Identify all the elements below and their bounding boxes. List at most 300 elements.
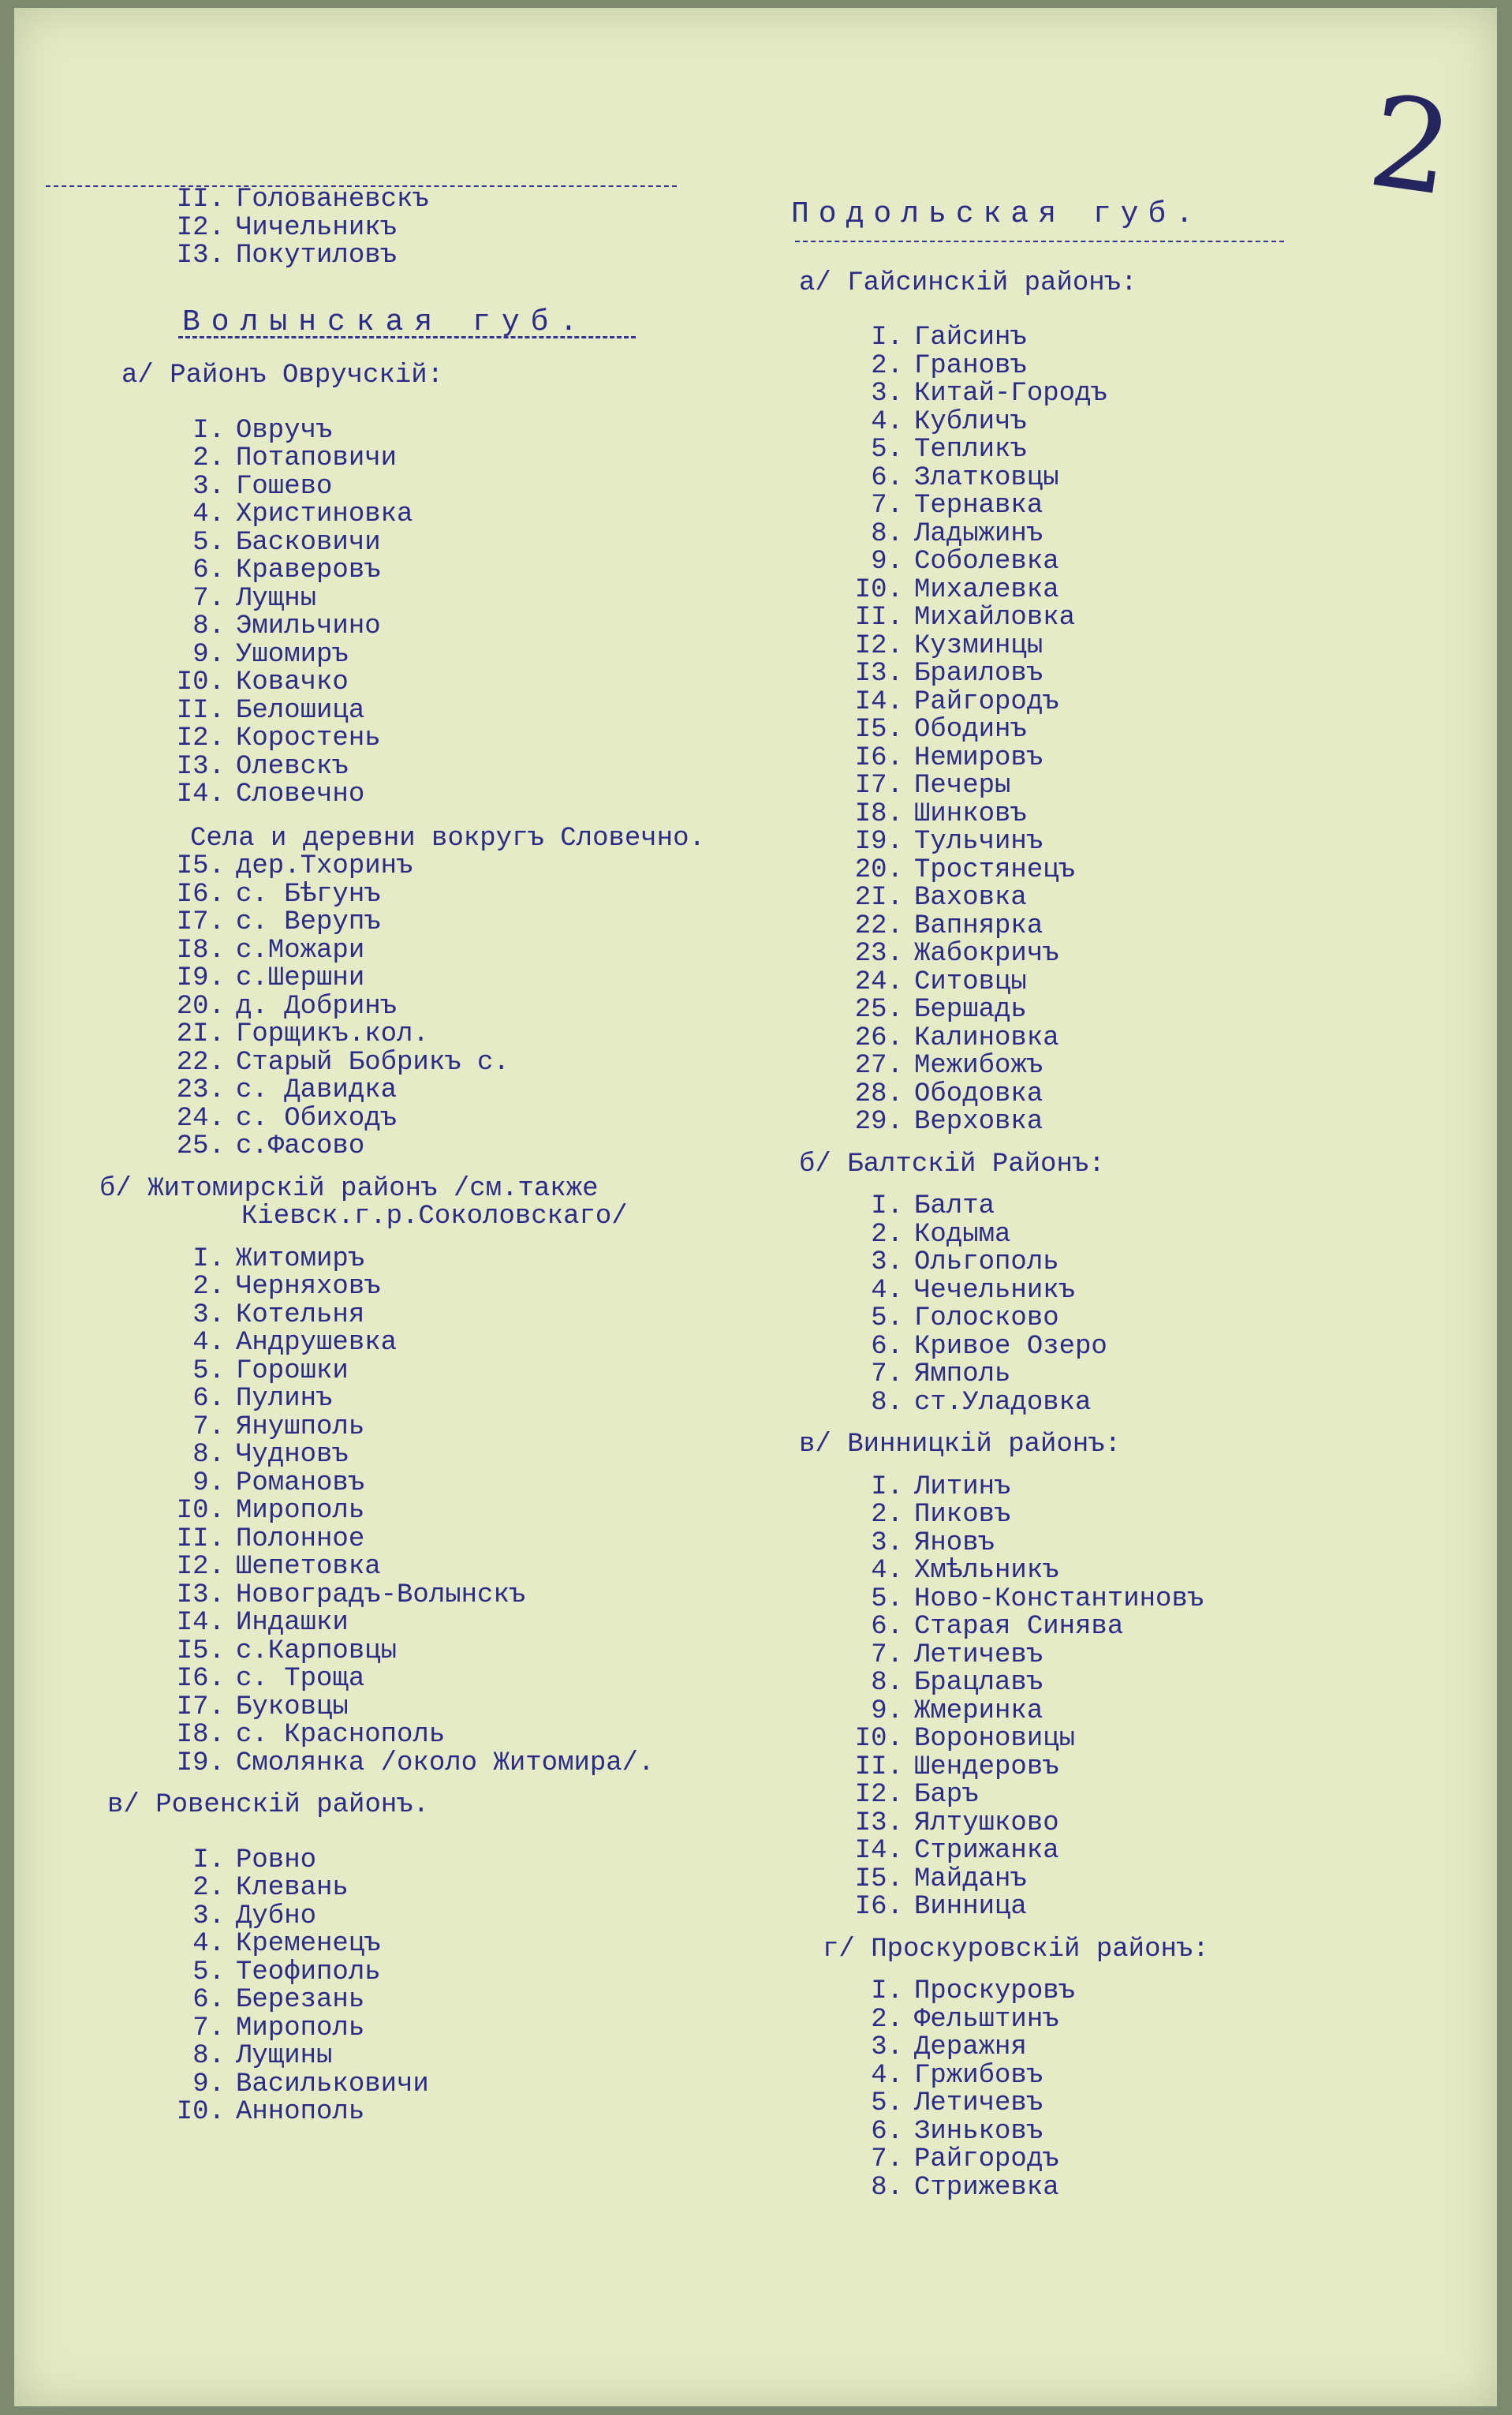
- list-item: [159, 965, 809, 993]
- list-item: [159, 1133, 809, 1161]
- item-name: Словечно: [236, 779, 365, 809]
- item-number: I9.: [176, 1748, 225, 1778]
- item-number: I0.: [854, 1724, 903, 1754]
- item-number: I.: [192, 415, 225, 446]
- item-name: Зиньковъ: [914, 2116, 1043, 2147]
- item-name: Янушполь: [236, 1411, 365, 1442]
- item-number: 7.: [871, 1639, 903, 1670]
- item-name: Ободовка: [914, 1079, 1043, 1109]
- list-item: [159, 473, 809, 502]
- left-column: [99, 186, 809, 2127]
- item-number: I8.: [176, 1720, 225, 1750]
- top-list: [99, 186, 809, 271]
- list-item: [837, 660, 1438, 689]
- list-item: [159, 1959, 809, 1987]
- item-name: Тернавка: [914, 491, 1043, 521]
- list-item: [837, 828, 1438, 857]
- item-number: 6.: [871, 462, 903, 493]
- list-item: II. Голованевскъ: [176, 185, 429, 215]
- district-heading-zhitomir: б/ Житомирскій районъ /см.также: [99, 1173, 599, 1204]
- district-list-ovruch: [99, 417, 809, 809]
- item-name: Житомиръ: [236, 1243, 365, 1274]
- list-item: [837, 574, 1438, 605]
- item-name: Летичевъ: [914, 1639, 1043, 1670]
- list-item: [159, 1579, 809, 1610]
- list-item: [159, 1355, 809, 1386]
- list-item: [837, 2034, 1438, 2062]
- item-name: Винница: [914, 1892, 1027, 1922]
- item-name: Ямполь: [914, 1359, 1011, 1389]
- item-name: Верховка: [914, 1107, 1043, 1137]
- item-name: Шепетовка: [236, 1552, 381, 1582]
- item-number: 4.: [192, 499, 225, 529]
- item-number: I.: [871, 323, 903, 353]
- list-item: [837, 1751, 1438, 1782]
- villages-list: [99, 853, 809, 1161]
- list-item: [159, 881, 809, 910]
- list-item: [159, 1847, 809, 1875]
- item-name: Грановъ: [914, 350, 1027, 381]
- item-name: Басковичи: [236, 527, 381, 558]
- list-item: [837, 1277, 1438, 1306]
- item-name: Мирополь: [236, 2013, 365, 2043]
- item-name: Ваховка: [914, 883, 1027, 913]
- item-number: I4.: [854, 1836, 903, 1866]
- list-item: [837, 1221, 1438, 1250]
- item-number: 25.: [176, 1131, 225, 1161]
- item-number: 5.: [192, 527, 225, 558]
- item-number: 5.: [871, 435, 903, 465]
- item-name: Теофиполь: [236, 1957, 381, 1987]
- item-name: Гржибовъ: [914, 2060, 1043, 2091]
- item-name: с.Можари: [236, 935, 365, 966]
- item-name: Аннополь: [236, 2097, 365, 2127]
- item-name: Ситовцы: [914, 966, 1027, 997]
- list-item: [837, 1193, 1438, 1221]
- item-name: Стрижанка: [914, 1836, 1059, 1866]
- list-item: [837, 1081, 1438, 1109]
- list-item: [837, 1471, 1438, 1502]
- item-number: 4.: [192, 1328, 225, 1358]
- list-item: [837, 1527, 1438, 1558]
- list-item: [837, 1837, 1438, 1866]
- list-item: [837, 1669, 1438, 1698]
- item-number: 23.: [854, 939, 903, 969]
- right-column: [791, 186, 1438, 2202]
- item-number: I0.: [854, 574, 903, 605]
- gubernia-title-volyn: Волынская губ.: [182, 305, 589, 339]
- district-heading-proskurov: г/ Проскуровскій районъ:: [823, 1934, 1209, 1965]
- item-name: Печеры: [914, 771, 1011, 801]
- item-number: I4.: [176, 779, 225, 809]
- item-name: Гошево: [236, 471, 333, 502]
- item-number: II.: [854, 603, 903, 633]
- list-item: [159, 753, 809, 782]
- item-number: I8.: [176, 935, 225, 966]
- list-item: [159, 1273, 809, 1302]
- item-name: Кубличъ: [914, 406, 1027, 437]
- item-name: с. Верупъ: [236, 907, 381, 937]
- item-name: Яновъ: [914, 1527, 995, 1558]
- item-number: 8.: [871, 518, 903, 549]
- item-name: Литинъ: [914, 1471, 1011, 1502]
- item-number: I.: [871, 1191, 903, 1221]
- list-item: [159, 1750, 809, 1778]
- item-name: Майданъ: [914, 1864, 1027, 1894]
- list-item: [159, 2043, 809, 2071]
- item-number: 20.: [854, 854, 903, 885]
- item-name: Кузминцы: [914, 630, 1043, 661]
- item-number: 8.: [192, 1440, 225, 1470]
- item-number: 9.: [192, 2069, 225, 2099]
- item-number: 4.: [871, 406, 903, 437]
- item-number: I4.: [176, 1608, 225, 1638]
- item-number: I5.: [854, 1864, 903, 1894]
- item-number: 28.: [854, 1079, 903, 1109]
- item-number: 8.: [871, 1668, 903, 1698]
- item-number: 24.: [176, 1103, 225, 1134]
- list-item: [837, 884, 1438, 913]
- list-item: [159, 1385, 809, 1414]
- list-item: [159, 1497, 809, 1526]
- item-number: II.: [176, 695, 225, 726]
- list-item: [837, 940, 1438, 969]
- item-name: Ново-Константиновъ: [914, 1583, 1204, 1614]
- list-item: I2. Чичельникъ: [176, 212, 398, 243]
- item-number: 7.: [871, 2144, 903, 2174]
- item-name: Тростянецъ: [914, 854, 1076, 885]
- list-item: [159, 613, 809, 641]
- item-number: I5.: [176, 1636, 225, 1666]
- item-name: Индашки: [236, 1608, 349, 1638]
- district-list-gaisin: [791, 324, 1438, 1137]
- list-item: [159, 781, 809, 809]
- list-item: [159, 557, 809, 585]
- list-item: [837, 1305, 1438, 1333]
- list-item: [837, 380, 1438, 409]
- item-number: 5.: [871, 1583, 903, 1614]
- item-number: 26.: [854, 1022, 903, 1053]
- district-list-proskurov: [791, 1978, 1438, 2202]
- item-number: 2.: [871, 2004, 903, 2035]
- item-name: Белошица: [236, 695, 365, 726]
- item-name: с. Давидка: [236, 1075, 398, 1105]
- item-number: 2.: [871, 1500, 903, 1530]
- list-item: [159, 501, 809, 529]
- item-name: Райгородъ: [914, 2144, 1059, 2174]
- district-heading-rovno: в/ Ровенскій районъ.: [107, 1790, 430, 1820]
- item-name: Потаповичи: [236, 443, 398, 473]
- item-name: дер.Тхоринъ: [236, 851, 413, 881]
- item-number: 4.: [871, 2060, 903, 2091]
- item-number: 6.: [192, 555, 225, 585]
- item-number: 20.: [176, 991, 225, 1022]
- item-name: Златковцы: [914, 462, 1059, 493]
- list-item: [159, 1441, 809, 1470]
- item-name: Ялтушково: [914, 1808, 1059, 1838]
- item-name: Михайловка: [914, 603, 1076, 633]
- item-number: 6.: [192, 1384, 225, 1414]
- item-name: с. Обиходъ: [236, 1103, 398, 1134]
- list-item: [159, 1931, 809, 1959]
- item-number: 2I.: [176, 1019, 225, 1049]
- item-name: Горщикъ.кол.: [236, 1019, 429, 1049]
- item-name: Михалевка: [914, 574, 1059, 605]
- list-item: [837, 518, 1438, 549]
- item-name: Буковцы: [236, 1692, 349, 1722]
- item-number: I7.: [176, 907, 225, 937]
- list-item: [837, 1361, 1438, 1389]
- list-item: [837, 854, 1438, 885]
- item-number: I4.: [854, 686, 903, 717]
- list-item: [837, 1810, 1438, 1838]
- item-number: 2.: [192, 443, 225, 473]
- item-number: 2I.: [854, 883, 903, 913]
- list-item: [837, 1333, 1438, 1362]
- list-item: [159, 1553, 809, 1582]
- item-number: I.: [871, 1976, 903, 2006]
- item-number: I5.: [854, 715, 903, 745]
- list-item: [837, 1557, 1438, 1586]
- list-item: [837, 406, 1438, 437]
- list-item: [159, 1105, 809, 1134]
- list-item: [837, 2062, 1438, 2091]
- district-heading-ovruch: а/ Районъ Овручскій:: [121, 361, 444, 391]
- list-item: [159, 1021, 809, 1049]
- list-item: [837, 2006, 1438, 2035]
- item-number: I3.: [176, 1579, 225, 1610]
- item-name: Лущны: [236, 583, 317, 614]
- item-number: I2.: [176, 723, 225, 753]
- district-heading-vinnitsa: в/ Винницкій районъ:: [799, 1430, 1122, 1460]
- item-number: II.: [176, 1523, 225, 1554]
- list-item: [159, 1049, 809, 1078]
- item-name: с.Карповцы: [236, 1636, 398, 1666]
- item-number: I0.: [176, 667, 225, 697]
- item-name: Олевскъ: [236, 751, 349, 782]
- item-number: 4.: [871, 1275, 903, 1306]
- item-number: 25.: [854, 995, 903, 1025]
- list-item: [837, 1108, 1438, 1137]
- item-number: 8.: [192, 611, 225, 641]
- item-number: I3.: [854, 1808, 903, 1838]
- list-item: [159, 445, 809, 473]
- item-name: Соболевка: [914, 547, 1059, 577]
- item-number: 5.: [192, 1355, 225, 1386]
- list-item: [159, 1694, 809, 1722]
- item-name: Коростень: [236, 723, 381, 753]
- item-name: с.Фасово: [236, 1131, 365, 1161]
- item-name: с.Шершни: [236, 963, 365, 993]
- item-name: Балта: [914, 1191, 995, 1221]
- list-item: [159, 2099, 809, 2127]
- item-number: 8.: [871, 1387, 903, 1418]
- item-name: Горошки: [236, 1355, 349, 1386]
- item-name: Ладыжинъ: [914, 518, 1043, 549]
- list-item: [837, 2146, 1438, 2174]
- list-item: [837, 1052, 1438, 1081]
- item-name: Жабокричъ: [914, 939, 1059, 969]
- list-item: [159, 937, 809, 966]
- item-number: I8.: [854, 798, 903, 829]
- item-name: Чудновъ: [236, 1440, 349, 1470]
- item-name: Фельштинъ: [914, 2004, 1059, 2035]
- item-name: Смолянка /около Житомира/.: [236, 1748, 655, 1778]
- item-number: 27.: [854, 1051, 903, 1081]
- list-item: [159, 909, 809, 937]
- district-list-balta: [791, 1193, 1438, 1417]
- list-item: [159, 1243, 809, 1274]
- item-number: 3.: [192, 471, 225, 502]
- item-name: Полонное: [236, 1523, 365, 1554]
- gubernia-title-podolsk: Подольская губ.: [791, 197, 1204, 231]
- list-item: [837, 2090, 1438, 2118]
- item-number: 3.: [871, 1527, 903, 1558]
- item-name: Ушомиръ: [236, 639, 349, 670]
- list-item: [159, 1077, 809, 1105]
- item-number: 22.: [854, 910, 903, 941]
- item-name: Кременецъ: [236, 1929, 381, 1959]
- item-name: Бершадь: [914, 995, 1027, 1025]
- list-item: [837, 630, 1438, 661]
- item-name: Браиловъ: [914, 659, 1043, 689]
- item-number: I3.: [176, 751, 225, 782]
- item-name: Ободинъ: [914, 715, 1027, 745]
- item-name: Ольгополь: [914, 1247, 1059, 1277]
- item-name: Немировъ: [914, 742, 1043, 773]
- item-name: Голосково: [914, 1303, 1059, 1333]
- list-item: [837, 548, 1438, 577]
- list-item: [159, 529, 809, 558]
- item-number: I7.: [176, 1692, 225, 1722]
- item-number: I6.: [176, 1664, 225, 1694]
- item-number: 3.: [871, 1247, 903, 1277]
- list-item: [837, 910, 1438, 941]
- item-name: Эмильчино: [236, 611, 381, 641]
- item-number: I7.: [854, 771, 903, 801]
- item-name: Васильковичи: [236, 2069, 429, 2099]
- item-name: Пулинъ: [236, 1384, 333, 1414]
- list-item: [159, 669, 809, 697]
- list-item: [837, 966, 1438, 997]
- item-number: I.: [192, 1845, 225, 1875]
- item-name: Райгородъ: [914, 686, 1059, 717]
- list-item: [159, 1722, 809, 1750]
- list-item: [837, 1022, 1438, 1053]
- list-item: [159, 1411, 809, 1442]
- list-item: [837, 604, 1438, 633]
- item-number: 9.: [192, 1467, 225, 1498]
- item-number: II.: [854, 1751, 903, 1782]
- document-page: [14, 8, 1497, 2406]
- item-name: Баръ: [914, 1780, 979, 1810]
- list-item: [837, 436, 1438, 465]
- item-number: I2.: [854, 630, 903, 661]
- item-number: 6.: [871, 1331, 903, 1362]
- item-name: Тульчинъ: [914, 827, 1043, 857]
- list-item: [837, 772, 1438, 801]
- list-item: [837, 996, 1438, 1025]
- item-number: I9.: [176, 963, 225, 993]
- item-number: I9.: [854, 827, 903, 857]
- item-name: с. Бѣгунъ: [236, 879, 381, 910]
- list-item: [837, 492, 1438, 521]
- item-name: Новоградъ-Волынскъ: [236, 1579, 526, 1610]
- list-item: [159, 1665, 809, 1694]
- item-number: 24.: [854, 966, 903, 997]
- item-number: 6.: [871, 1612, 903, 1642]
- item-number: I2.: [854, 1780, 903, 1810]
- item-name: ст.Уладовка: [914, 1387, 1092, 1418]
- item-name: с. Троща: [236, 1664, 365, 1694]
- item-name: Ровно: [236, 1845, 317, 1875]
- item-number: 3.: [871, 2032, 903, 2062]
- item-name: Христиновка: [236, 499, 413, 529]
- item-number: 9.: [192, 639, 225, 670]
- item-name: Овручъ: [236, 415, 333, 446]
- list-item: [159, 1523, 809, 1554]
- item-number: I6.: [854, 1892, 903, 1922]
- district-list-vinnitsa: [791, 1471, 1438, 1922]
- list-item: [837, 1583, 1438, 1614]
- list-item: [159, 1875, 809, 1903]
- item-number: 2.: [871, 1219, 903, 1250]
- item-number: 8.: [871, 2172, 903, 2203]
- item-name: Межибожъ: [914, 1051, 1043, 1081]
- item-name: Дубно: [236, 1901, 317, 1931]
- item-number: I3.: [854, 659, 903, 689]
- item-name: Китай-Городъ: [914, 379, 1107, 409]
- item-name: Черняховъ: [236, 1272, 381, 1302]
- item-name: Ковачко: [236, 667, 349, 697]
- item-name: Стрижевка: [914, 2172, 1059, 2203]
- list-item: [159, 2015, 809, 2043]
- item-number: 5.: [871, 2088, 903, 2118]
- list-item: [837, 2174, 1438, 2203]
- item-name: Брацлавъ: [914, 1668, 1043, 1698]
- item-number: 3.: [192, 1901, 225, 1931]
- list-item: [159, 1329, 809, 1358]
- list-item: [159, 853, 809, 881]
- list-item: [159, 725, 809, 753]
- list-item: [837, 716, 1438, 745]
- item-name: Березань: [236, 1985, 365, 2015]
- item-number: 6.: [871, 2116, 903, 2147]
- list-item: [159, 1638, 809, 1666]
- item-number: 23.: [176, 1075, 225, 1105]
- item-name: Жмеринка: [914, 1695, 1043, 1726]
- item-number: 3.: [192, 1299, 225, 1330]
- list-item: [837, 1866, 1438, 1894]
- list-item: [837, 1501, 1438, 1530]
- list-item: [159, 641, 809, 670]
- list-item: [159, 993, 809, 1022]
- item-number: 7.: [192, 583, 225, 614]
- item-number: 4.: [192, 1929, 225, 1959]
- list-item: [159, 1903, 809, 1931]
- item-name: Проскуровъ: [914, 1976, 1076, 2006]
- item-name: Андрушевка: [236, 1328, 398, 1358]
- item-number: I.: [871, 1471, 903, 1502]
- list-item: [837, 324, 1438, 353]
- item-name: Хмѣльникъ: [914, 1556, 1059, 1586]
- item-number: 29.: [854, 1107, 903, 1137]
- district-list-zhitomir: [99, 1243, 809, 1778]
- list-item: [159, 417, 809, 446]
- item-number: I0.: [176, 1496, 225, 1526]
- item-number: 4.: [871, 1556, 903, 1586]
- item-name: Деражня: [914, 2032, 1027, 2062]
